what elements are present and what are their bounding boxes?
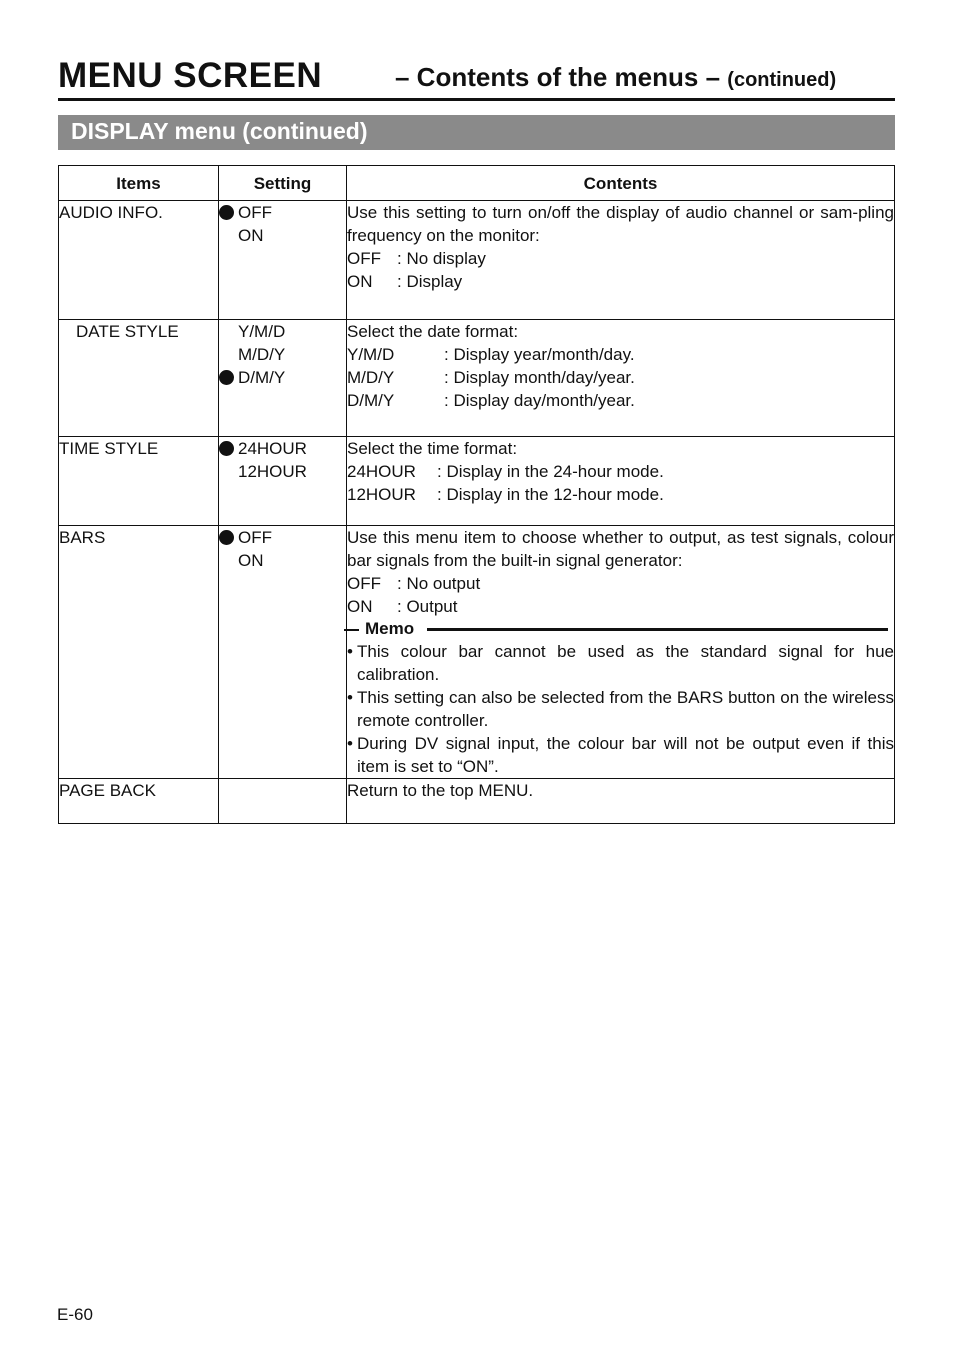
menu-table — [58, 165, 895, 824]
section-heading-bar — [58, 115, 895, 150]
value-key: ON — [347, 272, 373, 291]
value-line — [347, 389, 894, 412]
setting-option — [219, 201, 346, 224]
memo-label: Memo — [365, 619, 415, 638]
value-desc: : No display — [397, 249, 486, 268]
bullet-icon: • — [347, 642, 353, 661]
memo-text: This setting can also be selected from the BARS button on the wireless remote controller. — [357, 688, 894, 730]
bullet-icon: • — [347, 734, 353, 753]
contents-cell — [347, 320, 895, 437]
item-label: PAGE BACK — [59, 781, 156, 800]
table-row — [59, 437, 895, 526]
section-title: DISPLAY menu (continued) — [71, 118, 368, 144]
value-desc: : Display day/month/year. — [444, 391, 635, 410]
contents-cell — [347, 201, 895, 320]
default-marker-icon — [219, 370, 234, 385]
setting-option — [219, 224, 346, 247]
value-desc: : Display — [397, 272, 463, 291]
default-marker-icon — [219, 530, 234, 545]
value-line — [347, 460, 894, 483]
setting-cell — [219, 526, 347, 779]
setting-cell — [219, 437, 347, 526]
option-label: OFF — [238, 203, 272, 222]
memo-heading — [344, 618, 888, 640]
option-label: 24HOUR — [238, 439, 307, 458]
memo-item — [347, 640, 894, 686]
continued-label: (continued) — [727, 69, 837, 91]
value-desc: : Display in the 24-hour mode. — [437, 462, 664, 481]
contents-intro: Use this setting to turn on/off the display of audio channel or sam-pling frequency on the monitor: — [347, 203, 894, 245]
value-line — [347, 595, 894, 618]
contents-cell — [347, 437, 895, 526]
table-row — [59, 201, 895, 320]
value-key: M/D/Y — [347, 368, 395, 387]
value-desc: : Output — [397, 597, 458, 616]
setting-option — [219, 366, 346, 389]
value-desc: : No output — [397, 574, 481, 593]
setting-option — [219, 526, 346, 549]
option-label: ON — [238, 226, 264, 245]
default-marker-icon — [219, 205, 234, 220]
page-subtitle — [395, 62, 836, 93]
item-cell — [59, 526, 219, 779]
setting-option — [219, 343, 346, 366]
value-line — [347, 366, 894, 389]
value-key: OFF — [347, 574, 381, 593]
option-label: D/M/Y — [238, 368, 286, 387]
value-key: ON — [347, 597, 373, 616]
value-line — [347, 247, 894, 270]
item-cell — [59, 201, 219, 320]
table-row — [59, 779, 895, 824]
item-cell — [59, 779, 219, 824]
contents-intro: Select the time format: — [347, 439, 518, 458]
setting-cell — [219, 320, 347, 437]
value-line — [347, 572, 894, 595]
contents-text: Return to the top MENU. — [347, 781, 534, 800]
contents-intro: Select the date format: — [347, 322, 519, 341]
table-row — [59, 526, 895, 779]
default-marker-icon — [219, 441, 234, 456]
value-key: Y/M/D — [347, 345, 395, 364]
table-row — [59, 320, 895, 437]
value-desc: : Display month/day/year. — [444, 368, 635, 387]
page-title: MENU SCREEN — [58, 56, 323, 95]
item-label: DATE STYLE — [76, 322, 179, 341]
header-setting: Setting — [219, 166, 347, 201]
memo-text: This colour bar cannot be used as the standard signal for hue calibration. — [357, 642, 894, 684]
setting-option — [219, 460, 346, 483]
contents-cell — [347, 779, 895, 824]
page-header — [58, 52, 895, 101]
contents-intro: Use this menu item to choose whether to output, as test signals, colour bar signals from the built-in signal generator: — [347, 528, 894, 570]
item-label: AUDIO INFO. — [59, 203, 163, 222]
setting-option — [219, 320, 346, 343]
option-label: Y/M/D — [238, 322, 286, 341]
header-items: Items — [59, 166, 219, 201]
value-key: OFF — [347, 249, 381, 268]
page-number: E-60 — [57, 1305, 93, 1324]
value-key: D/M/Y — [347, 391, 395, 410]
option-label: 12HOUR — [238, 462, 307, 481]
item-label: TIME STYLE — [59, 439, 159, 458]
memo-item — [347, 732, 894, 778]
value-desc: : Display year/month/day. — [444, 345, 635, 364]
value-key: 12HOUR — [347, 485, 416, 504]
item-cell — [59, 437, 219, 526]
table-header-row — [59, 166, 895, 201]
setting-option — [219, 549, 346, 572]
option-label: OFF — [238, 528, 272, 547]
subtitle-text: – Contents of the menus – — [395, 62, 721, 92]
value-key: 24HOUR — [347, 462, 416, 481]
option-label: M/D/Y — [238, 345, 286, 364]
setting-option — [219, 437, 346, 460]
item-cell — [59, 320, 219, 437]
contents-cell — [347, 526, 895, 779]
setting-cell — [219, 201, 347, 320]
value-desc: : Display in the 12-hour mode. — [437, 485, 664, 504]
setting-cell — [219, 779, 347, 824]
option-label: ON — [238, 551, 264, 570]
header-contents: Contents — [347, 166, 895, 201]
value-line — [347, 343, 894, 366]
memo-item — [347, 686, 894, 732]
memo-text: During DV signal input, the colour bar will not be output even if this item is set to “ON”. — [357, 734, 894, 776]
bullet-icon: • — [347, 688, 353, 707]
memo-rule — [427, 628, 888, 631]
value-line — [347, 483, 894, 506]
memo-dash — [344, 629, 359, 631]
value-line — [347, 270, 894, 293]
item-label: BARS — [59, 528, 106, 547]
